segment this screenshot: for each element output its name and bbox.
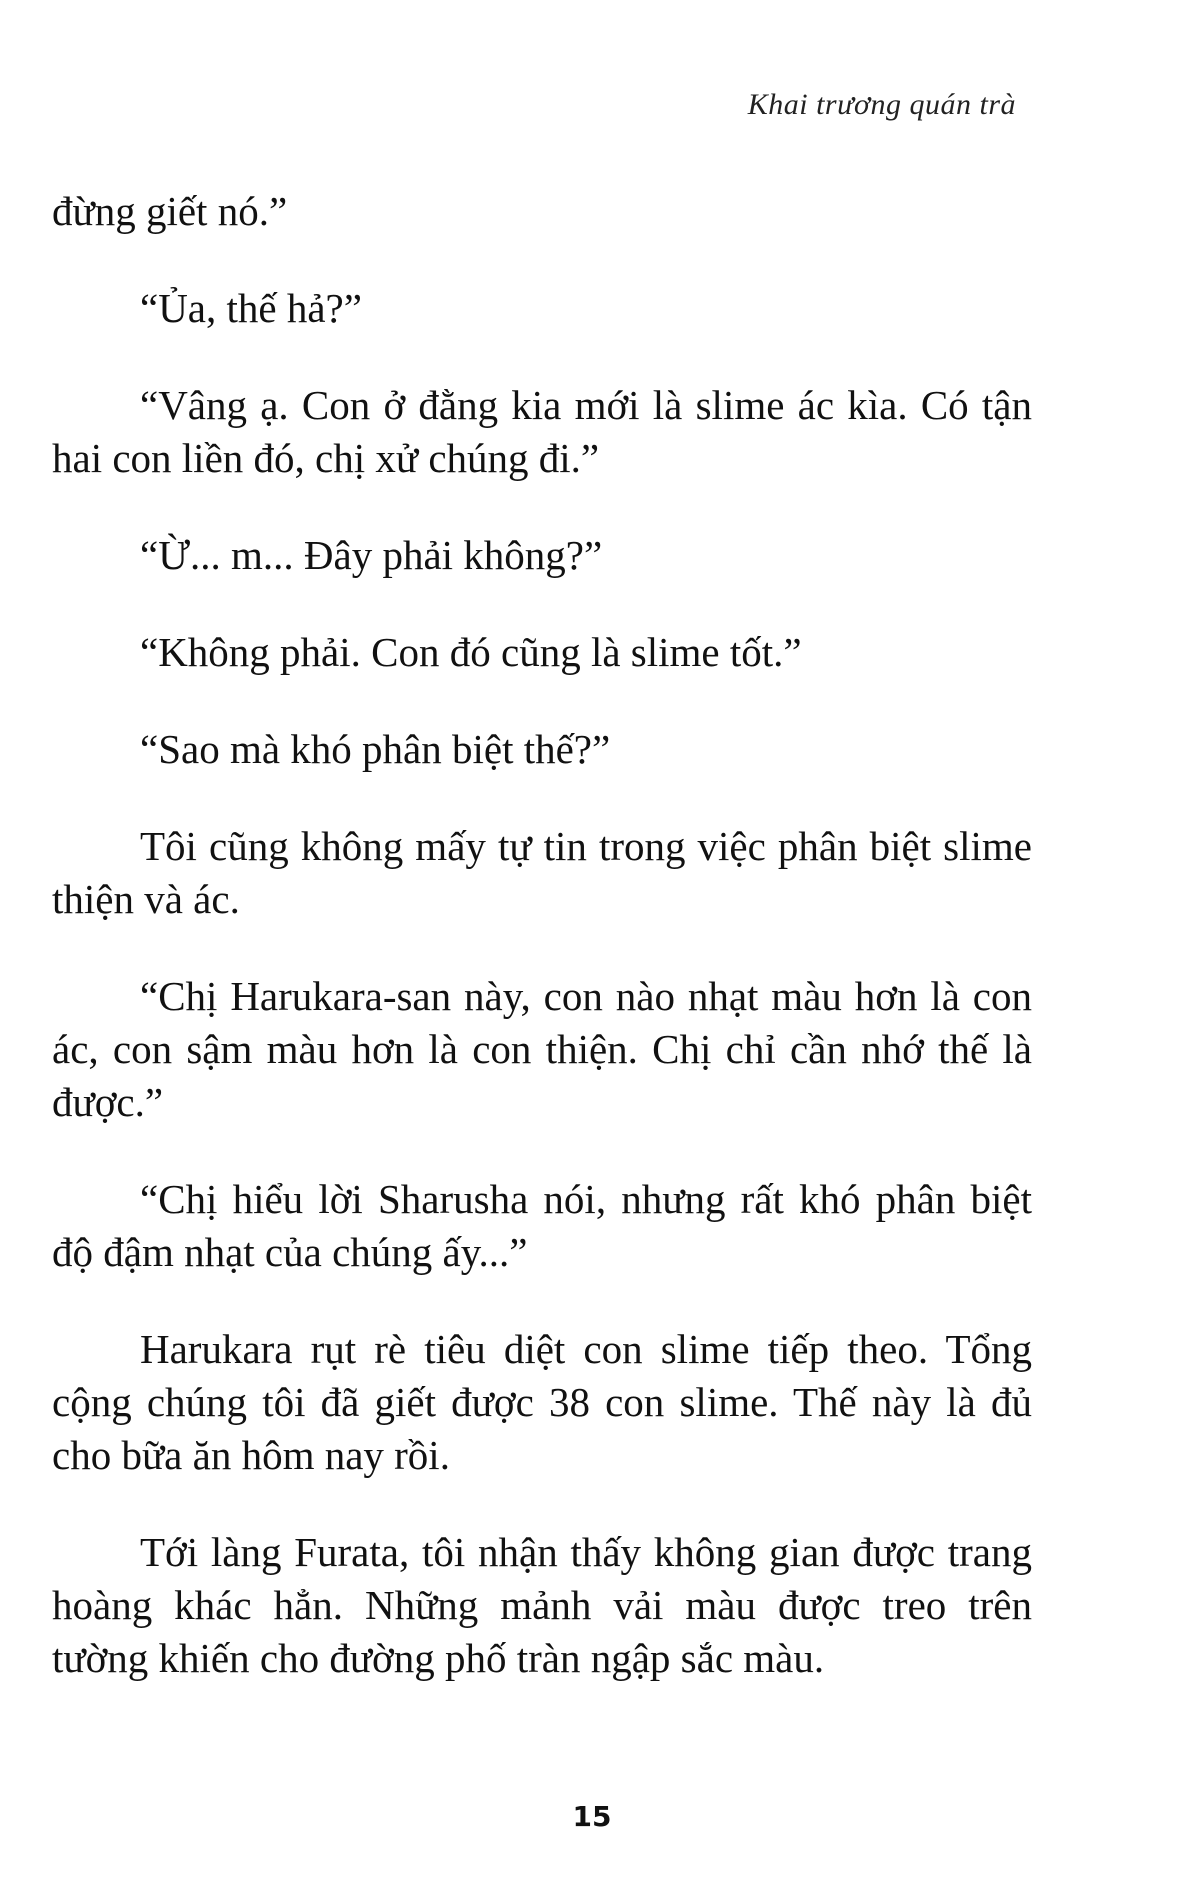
page-number: 15 [572,1800,612,1833]
paragraph: Tôi cũng không mấy tự tin trong việc phân biệt slime thiện và ác. [52,823,1032,922]
paragraph: Tới làng Furata, tôi nhận thấy không gian được trang hoàng khác hẳn. Những mảnh vải màu được treo trên tường khiến cho đường phố tràn ngập sắc màu. [52,1529,1032,1681]
paragraph: “Ừ... m... Đây phải không?” [140,532,603,578]
paragraph: “Không phải. Con đó cũng là slime tốt.” [140,629,802,675]
paragraph: “Vâng ạ. Con ở đằng kia mới là slime ác kìa. Có tận hai con liền đó, chị xử chúng đi.” [52,382,1032,481]
paragraph: “Chị Harukara-san này, con nào nhạt màu hơn là con ác, con sậm màu hơn là con thiện. Chị chỉ cần nhớ thế là được.” [52,973,1032,1125]
paragraph: Harukara rụt rè tiêu diệt con slime tiếp theo. Tổng cộng chúng tôi đã giết được 38 con slime. Thế này là đủ cho bữa ăn hôm nay rồi. [52,1326,1032,1478]
running-header: Khai trương quán trà [747,88,1016,121]
paragraph: “Sao mà khó phân biệt thế?” [140,726,611,772]
paragraph: “Chị hiểu lời Sharusha nói, nhưng rất khó phân biệt độ đậm nhạt của chúng ấy...” [52,1176,1032,1275]
paragraph: “Ủa, thế hả?” [140,285,362,331]
paragraph: đừng giết nó.” [52,188,288,234]
body-text [52,185,1032,1729]
